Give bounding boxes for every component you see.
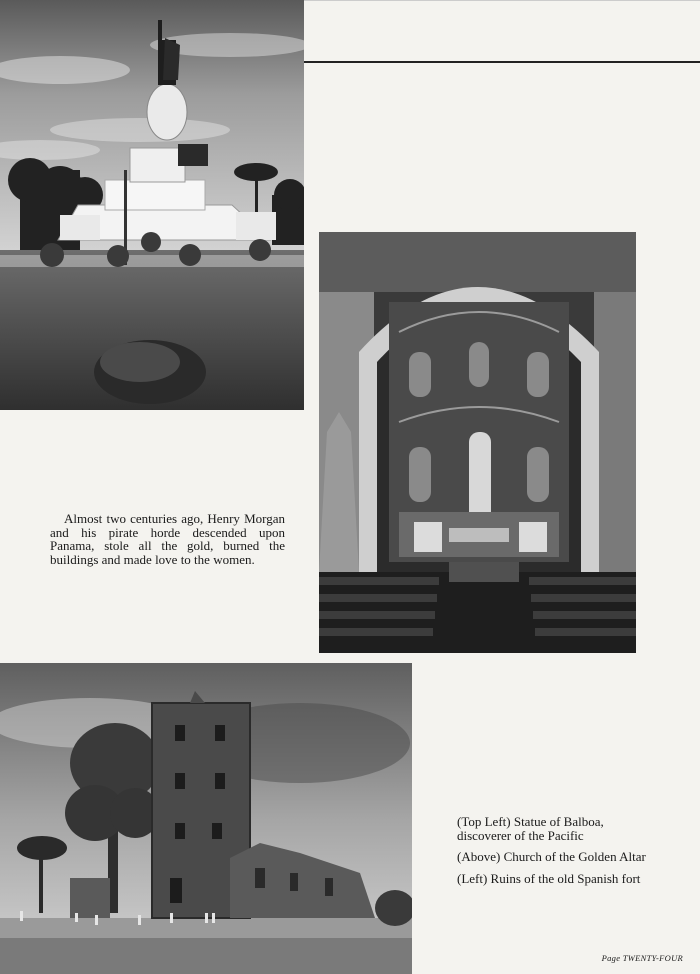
balboa-statue-photo (0, 0, 304, 410)
caption-top-left: (Top Left) Statue of Balboa, discoverer of the Pacific (457, 814, 604, 843)
page-number: Page TWENTY-FOUR (601, 953, 683, 963)
page-edge-line (302, 0, 700, 1)
caption-above: (Above) Church of the Golden Altar (457, 849, 646, 864)
photo-captions (457, 815, 657, 893)
spanish-fort-ruins-photo (0, 663, 412, 974)
golden-altar-photo (319, 232, 636, 653)
header-rule (304, 61, 700, 63)
body-paragraph: Almost two centuries ago, Henry Morgan and his pirate horde descended upon Panama, stole all the gold, burned the buildings and made love to the women. (50, 511, 285, 567)
caption-left: (Left) Ruins of the old Spanish fort (457, 870, 641, 886)
